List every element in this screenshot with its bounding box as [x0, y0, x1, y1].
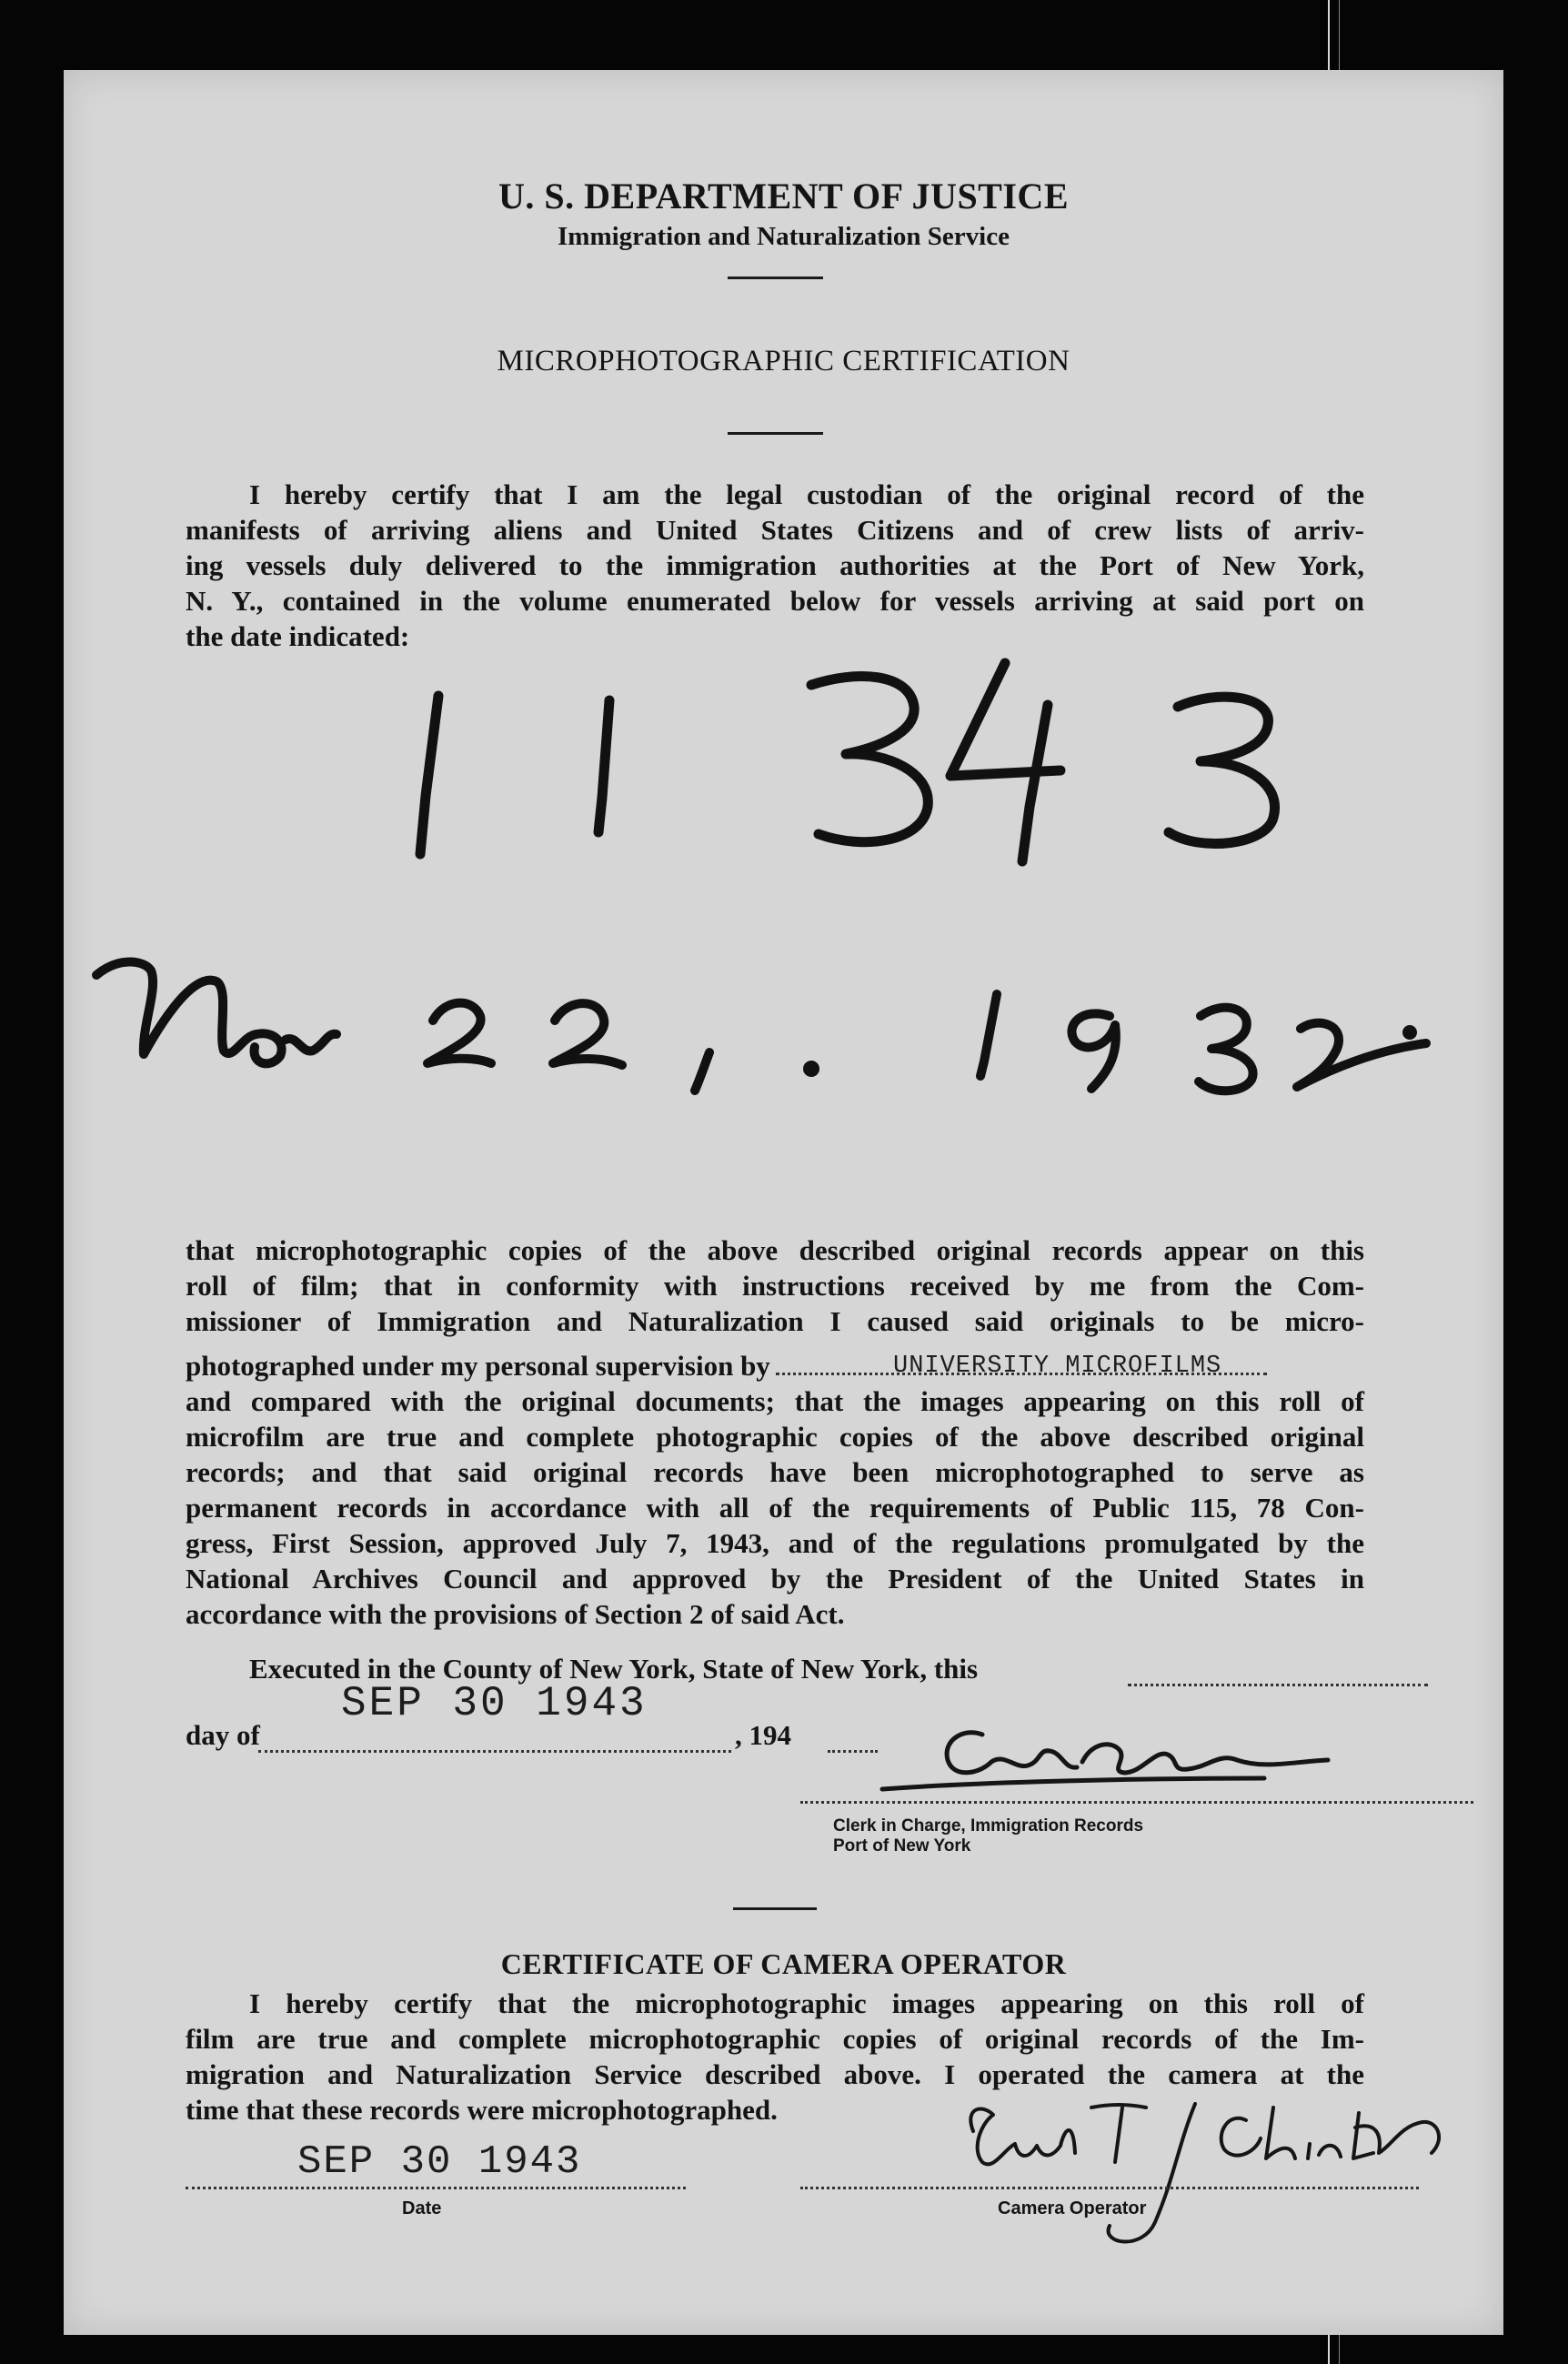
clerk-signature — [882, 1733, 1328, 1789]
paragraph-line: and compared with the original documents; that the images appearing on this roll of — [186, 1385, 1364, 1417]
paragraph-line: microfilm are true and complete photographic copies of the above described original — [186, 1421, 1364, 1453]
camera-operator-paragraph — [186, 1986, 1364, 2128]
date-stamp: SEP 30 1943 — [341, 1680, 648, 1727]
certification-title: MICROPHOTOGRAPHIC CERTIFICATION — [497, 345, 1070, 377]
camera-operator-label: Camera Operator — [998, 2198, 1147, 2218]
paragraph-line: ing vessels duly delivered to the immigration authorities at the Port of New York, — [186, 549, 1364, 581]
supervisor-stamp: UNIVERSITY MICROFILMS — [893, 1353, 1222, 1380]
date-label: Date — [402, 2198, 442, 2218]
clerk-signature-line — [800, 1801, 1473, 1804]
day-dotted-line — [258, 1750, 731, 1753]
certification-body — [186, 1232, 1364, 1632]
paragraph-line: manifests of arriving aliens and United States Citizens and of crew lists of arriv- — [186, 514, 1364, 546]
handwritten-date — [64, 70, 1426, 1091]
supervision-text: photographed under my personal supervision by — [186, 1350, 770, 1382]
date-dotted-line — [186, 2187, 686, 2189]
paragraph-line: accordance with the provisions of Section 2 of said Act. — [186, 1598, 845, 1630]
paragraph-line: the date indicated: — [186, 620, 410, 652]
paragraph-line: N. Y., contained in the volume enumerated below for vessels arriving at said port on — [186, 585, 1364, 617]
executed-statement: Executed in the County of New York, State of New York, this — [249, 1653, 979, 1685]
paragraph-line: roll of film; that in conformity with instructions received by me from the Com- — [186, 1270, 1364, 1302]
paragraph-line: missioner of Immigration and Naturalization I caused said originals to be micro- — [186, 1305, 1364, 1337]
clerk-title — [833, 1816, 1143, 1856]
paragraph-line: gress, First Session, approved July 7, 1943, and of the regulations promulgated by the — [186, 1527, 1364, 1559]
year-label: , 194 — [735, 1719, 791, 1751]
divider — [733, 1907, 817, 1910]
paragraph-line: records; and that said original records have been microphotographed to serve as — [186, 1456, 1364, 1488]
department-title: U. S. DEPARTMENT OF JUSTICE — [498, 176, 1069, 216]
camera-operator-heading: CERTIFICATE OF CAMERA OPERATOR — [500, 1947, 1067, 1980]
paragraph-line: I hereby certify that the microphotographic images appearing on this roll of — [249, 1987, 1364, 2019]
operator-date-stamp: SEP 30 1943 — [297, 2139, 582, 2185]
executed-dotted-line — [1128, 1684, 1428, 1686]
day-of-label: day of — [186, 1719, 260, 1751]
paragraph-line: time that these records were microphotographed. — [186, 2094, 778, 2126]
paragraph-line: that microphotographic copies of the above described original records appear on this — [186, 1234, 1364, 1266]
paragraph-line: permanent records in accordance with all of the requirements of Public 115, 78 Con- — [186, 1492, 1364, 1524]
paragraph-line: National Archives Council and approved by the President of the United States in — [186, 1563, 1364, 1594]
clerk-title-line: Clerk in Charge, Immigration Records — [833, 1816, 1144, 1836]
operator-signature-line — [800, 2187, 1419, 2189]
paragraph-line: migration and Naturalization Service described above. I operated the camera at the — [186, 2058, 1364, 2090]
handwritten-volume-number — [64, 70, 1275, 861]
year-dotted-line — [828, 1750, 878, 1753]
certificate-sheet — [64, 70, 1503, 2335]
paragraph-line: film are true and complete microphotographic copies of original records of the Im- — [186, 2023, 1364, 2055]
paragraph-line: I hereby certify that I am the legal custodian of the original record of the — [249, 478, 1364, 510]
service-subtitle: Immigration and Naturalization Service — [558, 222, 1010, 251]
clerk-title-line: Port of New York — [833, 1836, 971, 1856]
